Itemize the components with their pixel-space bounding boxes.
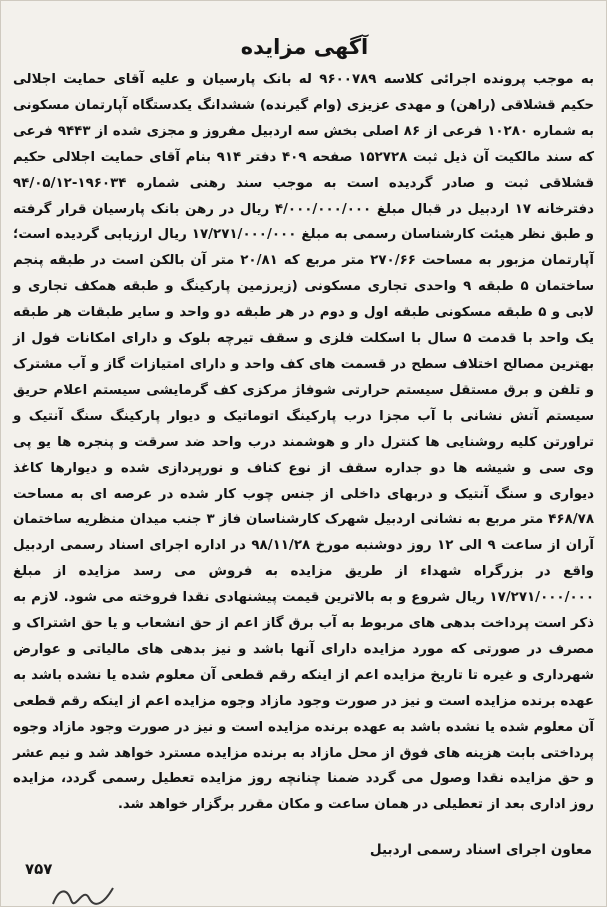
notice-body: به موجب پرونده اجرائی کلاسه ۹۶۰۰۷۸۹ له بانک پارسیان و علیه آقای حمایت اجلالی حکیم قشلاقی (راهن) و مهدی عزیزی (وام گیرنده) ششدانگ یکدستگاه آپارتمان مسکونی به شماره ۱۰۲۸۰ فرعی از ۸۶ اصلی بخش سه اردبیل مفروز و مجزی شده از ۹۴۴۳ فرعی که سند مالکیت آن ذیل ثبت ۱۵۲۷۲۸ صفحه ۴۰۹ دفتر ۹۱۴ بنام آقای حمایت اجلالی حکیم قشلاقی ثبت و صادر گردیده است به موجب سند رهنی شماره ۱۹۶۰۳۴-۹۴/۰۵/۱۲ دفترخانه ۱۷ اردبیل در قبال مبلغ ۴/۰۰۰/۰۰۰/۰۰۰ ریال در رهن بانک پارسیان قرار گرفته و طبق نظر هیئت کارشناسان رسمی به مبلغ ۱۷/۲۷۱/۰۰۰/۰۰۰ ریال ارزیابی گردیده است؛ آپارتمان مزبور به مساحت ۲۷۰/۶۶ متر مربع که ۲۰/۸۱ متر آن بالکن است در طبقه پنجم ساختمان ۵ طبقه ۹ واحدی تجاری مسکونی (زیرزمین پارکینگ و طبقه همکف تجاری و لابی و ۵ طبقه مسکونی طبقه اول و دوم در هر طبقه دو واحد و سایر طبقات هر طبقه یک واحد با قدمت ۵ سال با اسکلت فلزی و سقف تیرچه بلوک و دارای امکانات فول از بهترین مصالح اختلاف سطح در قسمت های کف واحد و دارای امتیازات گاز و آب مشترک و تلفن و برق مستقل سیستم حرارتی شوفاژ مرکزی کف گرمایشی سیستم اعلام حریق سیستم آتش نشانی با آب مجزا درب پارکینگ اتوماتیک و دیوار پارکینگ سنگ آنتیک و تراورتن کلیه روشنایی ها کنترل دار و هوشمند درب واحد ضد سرقت و پنجره ها یو پی وی سی و شیشه ها دو جداره سقف از نوع کناف و نورپردازی شده و دیوارها کاغذ دیواری و سنگ آنتیک و دربهای داخلی از جنس چوب کار شده در عرصه ای به مساحت ۴۶۸/۷۸ متر مربع به نشانی اردبیل شهرک کارشناسان فاز ۳ جنب میدان منظریه ساختمان آران از ساعت ۹ الی ۱۲ روز دوشنبه مورخ ۹۸/۱۱/۲۸ در اداره اجرای اسناد رسمی اردبیل واقع در بزرگراه شهداء از طریق مزایده به فروش می رسد مزایده از مبلغ ۱۷/۲۷۱/۰۰۰/۰۰۰ ریال شروع و به بالاترین قیمت پیشنهادی نقدا فروخته می شود. لازم به ذکر است پرداخت بدهی های مربوط به آب برق گاز اعم از حق انشعاب و یا حق اشتراک و مصرف در صورتی که مورد مزایده دارای آنها باشد و نیز بدهی های مالیاتی و عوارض شهرداری و غیره تا تاریخ مزایده اعم از اینکه رقم قطعی آن معلوم شده یا نشده باشد به عهده برنده مزایده است و نیز در صورت وجود مازاد وجوه مزایده اعم از اینکه رقم قطعی آن معلوم شده یا نشده باشد به عهده برنده مزایده است و نیز در صورت وجود مازاد وجوه پرداختی بابت هزینه های فوق از محل مازاد به برنده مزایده مسترد خواهد شد و نیم عشر و حق مزایده نقدا وصول می گردد ضمنا چنانچه روز مزایده تعطیل رسمی گردد، مزایده روز اداری بعد از تعطیلی در همان ساعت و مکان مقرر برگزار خواهد شد. [13, 72, 595, 813]
notice-title: آگهی مزایده [240, 35, 369, 59]
notice-signature: معاون اجرای اسناد رسمی اردبیل [369, 842, 592, 858]
pen-mark-icon [49, 882, 119, 906]
ad-number: ۷۵۷ [25, 860, 53, 878]
